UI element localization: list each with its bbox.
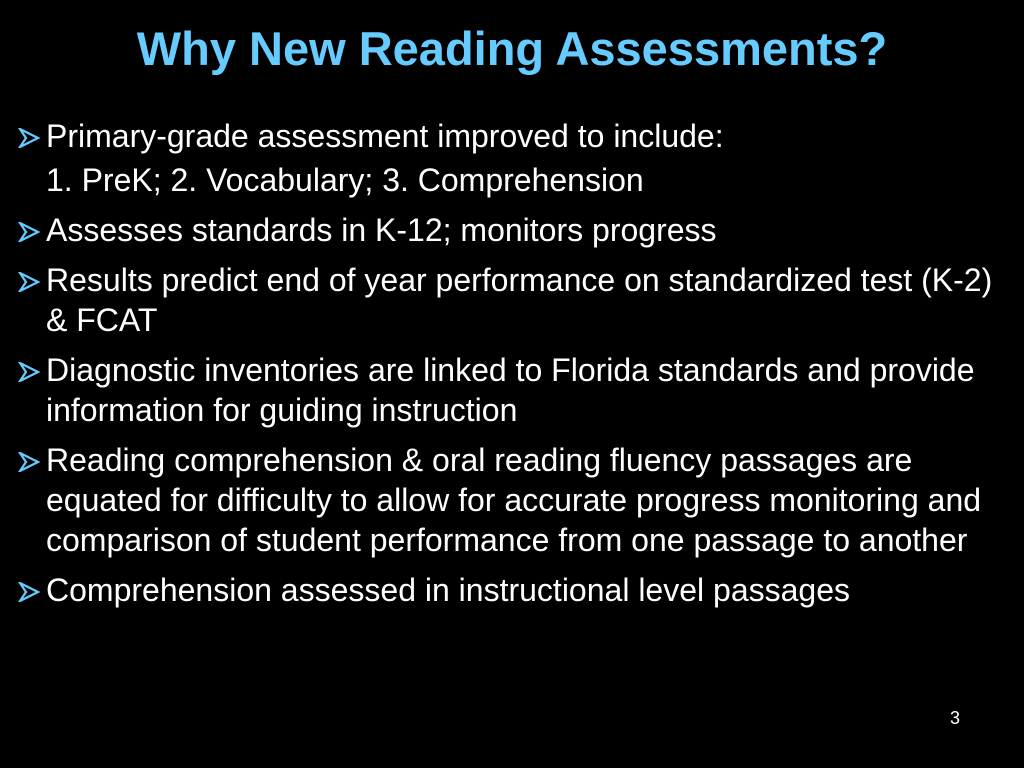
list-item <box>18 260 1018 340</box>
page-number: 3 <box>949 708 960 728</box>
list-item-text: Assesses standards in K-12; monitors progress <box>46 212 717 248</box>
arrow-bullet-icon <box>18 440 42 480</box>
arrow-bullet-icon <box>18 570 42 610</box>
arrow-bullet-icon <box>18 260 42 300</box>
arrow-bullet-icon <box>18 116 42 156</box>
list-item-text: Reading comprehension & oral reading fluency passages are equated for difficulty to allow for accurate progress monitoring and comparison of student performance from one passage to another <box>46 442 982 558</box>
list-item <box>18 440 1018 560</box>
list-item <box>18 210 1018 250</box>
list-item-text: Results predict end of year performance on standardized test (K-2) & FCAT <box>46 262 993 338</box>
list-item <box>18 160 1018 200</box>
list-item-text: Diagnostic inventories are linked to Florida standards and provide information for guiding instruction <box>46 352 975 428</box>
arrow-bullet-icon <box>18 210 42 250</box>
list-item-text: Comprehension assessed in instructional level passages <box>46 572 850 608</box>
list-item-text: Primary-grade assessment improved to include: <box>46 118 724 154</box>
list-item <box>18 116 1018 156</box>
list-item <box>18 570 1018 610</box>
list-item-text: 1. PreK; 2. Vocabulary; 3. Comprehension <box>46 162 644 198</box>
bullet-list <box>18 116 1018 620</box>
slide-title: Why New Reading Assessments? <box>136 22 888 75</box>
list-item <box>18 350 1018 430</box>
arrow-bullet-icon <box>18 350 42 390</box>
